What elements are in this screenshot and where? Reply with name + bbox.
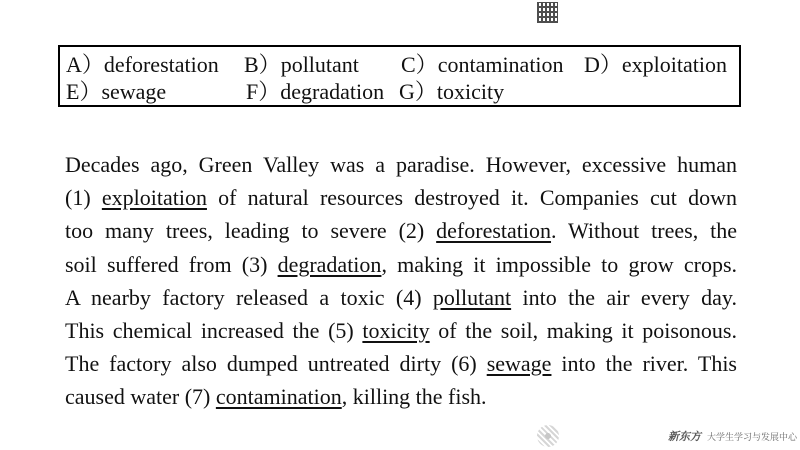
wechat-qr-icon xyxy=(537,425,559,447)
passage-line: soil suffered from (3) degradation, making it impossible to grow crops. xyxy=(65,252,738,277)
option-letter: E） xyxy=(66,79,102,104)
option-word: deforestation xyxy=(103,52,219,77)
option-letter: A） xyxy=(66,52,104,77)
option-letter: G） xyxy=(399,79,437,104)
brand-logo: 新东方 xyxy=(668,430,701,443)
passage-line: caused water (7) contamination, killing the fish. xyxy=(65,384,487,409)
passage-line: Decades ago, Green Valley was a paradise. However, excessive human xyxy=(65,152,737,177)
brand-text: 大学生学习与发展中心 xyxy=(707,432,798,443)
passage-line: A nearby factory released a toxic (4) pollutant into the air every day. xyxy=(65,285,737,310)
option-word: sewage xyxy=(101,79,167,104)
passage-line: This chemical increased the (5) toxicity of the soil, making it poisonous. xyxy=(65,318,737,343)
answer-blank-3: degradation xyxy=(277,252,382,277)
option-letter: C） xyxy=(401,52,438,77)
answer-blank-6: sewage xyxy=(486,351,552,376)
passage-line: too many trees, leading to severe (2) deforestation. Without trees, the xyxy=(65,218,738,243)
option-word: exploitation xyxy=(621,52,727,77)
answer-blank-1: exploitation xyxy=(101,185,207,210)
passage-line: (1) exploitation of natural resources destroyed it. Companies cut down xyxy=(65,185,738,210)
option-word: degradation xyxy=(280,79,385,104)
answer-blank-5: toxicity xyxy=(362,318,430,343)
answer-blank-4: pollutant xyxy=(432,285,512,310)
option-letter: B） xyxy=(244,52,281,77)
option-letter: D） xyxy=(584,52,622,77)
option-word: toxicity xyxy=(436,79,505,104)
answer-blank-7: contamination xyxy=(215,384,342,409)
option-word: pollutant xyxy=(280,52,359,77)
option-word: contamination xyxy=(437,52,564,77)
footer-brand xyxy=(668,428,797,444)
passage-line: The factory also dumped untreated dirty (6) sewage into the river. This xyxy=(65,351,737,376)
option-letter: F） xyxy=(246,79,281,104)
answer-blank-2: deforestation xyxy=(436,218,552,243)
